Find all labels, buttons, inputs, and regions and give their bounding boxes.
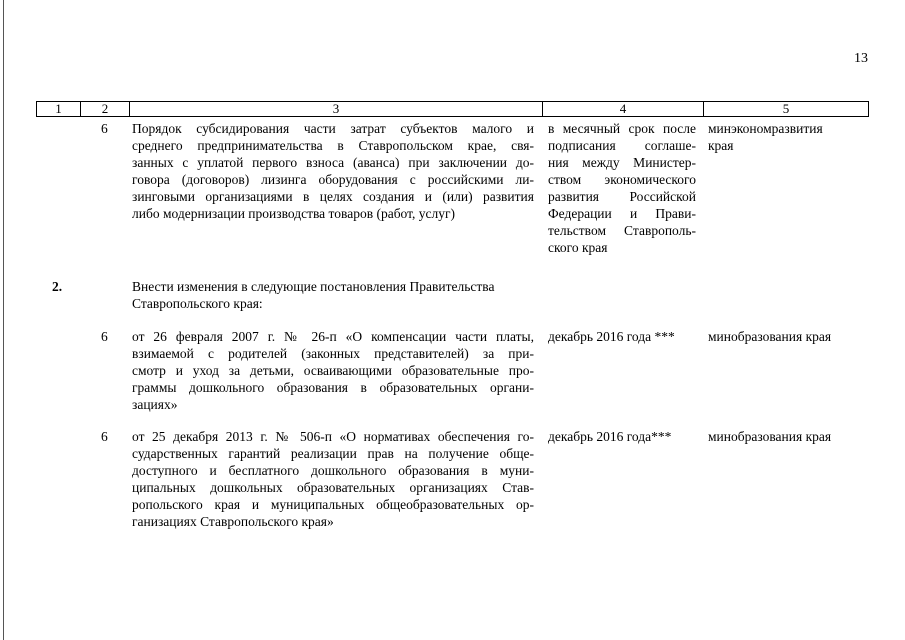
deadline-line: ского края [548,240,608,255]
description-line: среднего предпринимательства в Ставропольском крае, свя- [132,138,534,153]
deadline-line: Федерации и Прави- [548,206,696,221]
header-col-5: 5 [782,101,790,116]
deadline-line: подписания соглаше- [548,138,696,153]
deadline-line: декабрь 2016 года*** [548,429,672,444]
description-line: от 25 декабря 2013 г. № 506-п «О нормативах обеспечения го- [132,429,534,444]
description-line: Внести изменения в следующие постановления Правительства [132,279,495,294]
row-responsible [708,328,856,345]
responsible-line: края [708,138,734,153]
responsible-line: минобразования края [708,329,832,344]
description-line: зинговыми организациями в целях создания и (или) развития [132,189,534,204]
description-line: ганизациях Ставропольского края» [132,514,334,529]
description-line: ципальных дошкольных образовательных организациях Став- [132,480,534,495]
header-col-4: 4 [543,102,704,116]
description-line: ропольского края и муниципальных общеобразовательных ор- [132,497,534,512]
description-line: Ставропольского края: [132,296,263,311]
header-col-1: 1 [37,102,81,116]
row-responsible [708,120,856,154]
row-description [132,328,534,413]
deadline-line: ством экономического [548,172,696,187]
row-responsible [708,428,856,445]
description-line: Порядок субсидирования части затрат субъектов малого и [132,121,534,136]
row-col2: 6 [101,329,108,344]
header-col-3: 3 [130,102,543,116]
deadline-line: развития Российской [548,189,696,204]
table-header-row [36,101,869,117]
description-line: говора (договоров) лизинга оборудования с российскими ли- [132,172,534,187]
description-line: взимаемой с родителей (законных представителей) за при- [132,346,534,361]
row-description [132,278,534,312]
description-line: зациях» [132,397,178,412]
page-number: 13 [854,51,868,66]
row-deadline [548,428,696,445]
row-number: 2. [52,279,63,294]
description-line: сударственных гарантий реализации прав на получение обще- [132,446,534,461]
page-edge-rule [3,0,4,640]
deadline-line: декабрь 2016 года *** [548,329,675,344]
description-line: занных с уплатой первого взноса (аванса) при заключении до- [132,155,534,170]
row-description [132,120,534,222]
responsible-line: минобразования края [708,429,832,444]
description-line: от 26 февраля 2007 г. № 26-п «О компенсации части платы, [132,329,534,344]
description-line: граммы дошкольного образования в образовательных органи- [132,380,534,395]
description-line: смотр и уход за детьми, осваивающими образовательные про- [132,363,534,378]
row-deadline [548,328,696,345]
row-col2: 6 [101,429,108,444]
deadline-line: в месячный срок после [548,121,696,136]
row-col2: 6 [101,121,108,136]
responsible-line: минэкономразвития [708,121,823,136]
description-line: либо модернизации производства товаров (работ, услуг) [132,206,456,221]
row-deadline [548,120,696,256]
deadline-line: ния между Министер- [548,155,696,170]
deadline-line: тельством Ставрополь- [548,223,696,238]
description-line: доступного и бесплатного дошкольного образования в муни- [132,463,534,478]
row-description [132,428,534,530]
header-col-2: 2 [81,102,130,116]
